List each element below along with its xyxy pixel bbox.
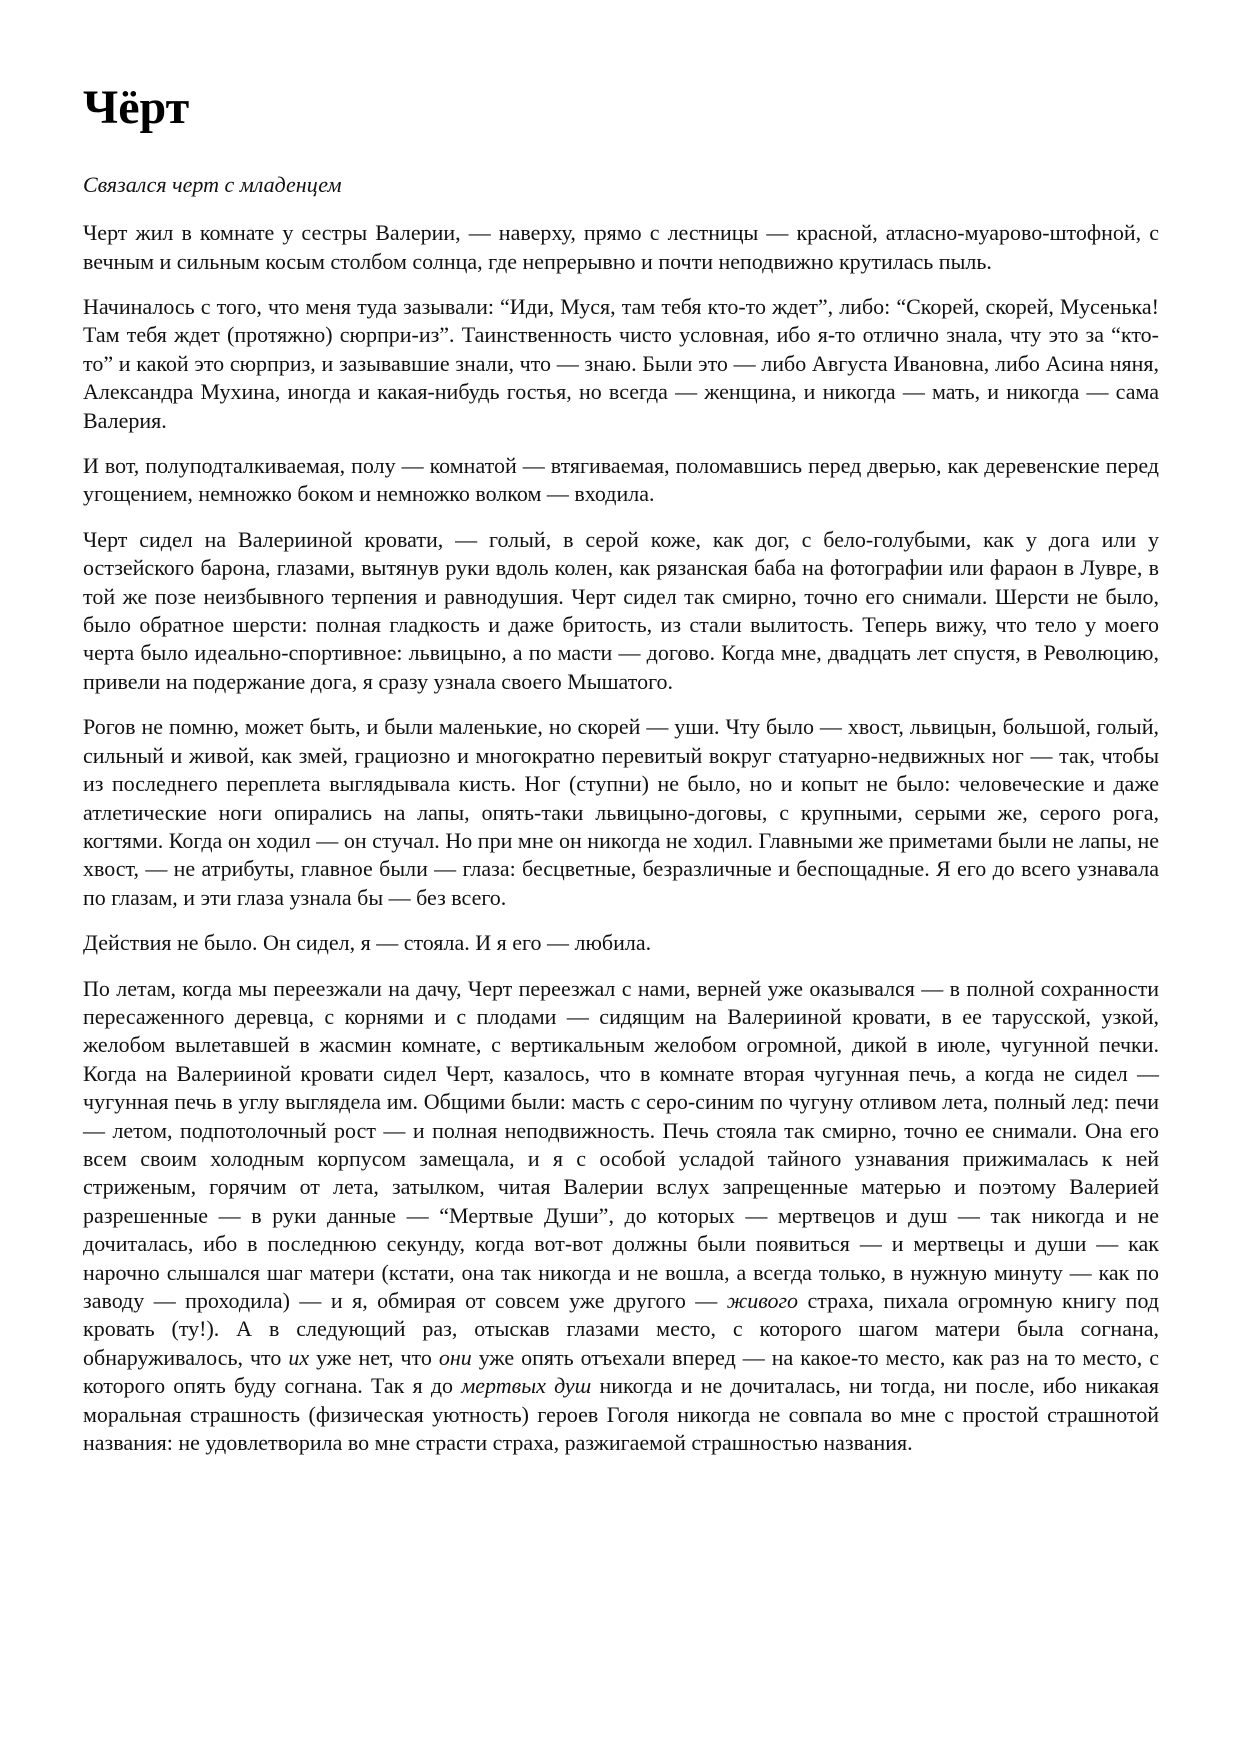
italic-word-oni: они — [438, 1344, 472, 1370]
paragraph-4: Черт сидел на Валерииной кровати, — голый, в серой коже, как дог, с бело-голубыми, как у дога или у остзейского барона, глазами, вытянув руки вдоль колен, как рязанская баба на фотографии или фараон в Лувре, в той же позе неизбывного терпения и равнодушия. Черт сидел так смирно, точно его снимали. Шерсти не было, было обратное шерсти: полная гладкость и даже бритость, из стали вылитость. Теперь вижу, что тело у моего черта было идеально-спортивное: львицыно, а по масти — догово. Когда мне, двадцать лет спустя, в Революцию, привели на подержание дога, я сразу узнала своего Мышатого. — [83, 526, 1159, 694]
paragraph-7 — [83, 975, 1159, 1458]
paragraph-1: Черт жил в комнате у сестры Валерии, — наверху, прямо с лестницы — красной, атласно-муарово-штофной, с вечным и сильным косым столбом солнца, где непрерывно и почти неподвижно крутилась пыль. — [83, 220, 1159, 274]
paragraph-7-text-3: уже нет, что — [309, 1344, 439, 1370]
italic-word-ikh: их — [288, 1344, 310, 1370]
paragraph-7-text-5: никогда и не дочиталась, ни тогда, ни после, ибо никакая моральная страшность (физическая уютность) героев Гоголя никогда не совпала во мне с простой страшнотой названия: не удовлетворила во мне страсти страха, разжигаемой страшностью названия. — [83, 1373, 1160, 1456]
paragraph-6: Действия не было. Он сидел, я — стояла. И я его — любила. — [83, 930, 652, 956]
italic-phrase-mertvykh-dush: мертвых душ — [461, 1373, 592, 1399]
paragraph-7-text-4: уже опять отъехали вперед — на какое-то место, как раз на то место, с которого опять буду согнана. Так я до — [83, 1344, 1159, 1399]
paragraph-2: Начиналось с того, что меня туда зазывали: “Иди, Муся, там тебя кто-то ждет”, либо: “Скорей, скорей, Мусенька! Там тебя ждет (протяжно) сюрпри-из”. Таинственность чисто условная, ибо я-то отлично знала, чту это за “кто-то” и какой это сюрприз, и зазывавшие знали, что — знаю. Были это — либо Августа Ивановна, либо Асина няня, Александра Мухина, иногда и какая-нибудь гостья, но всегда — женщина, и никогда — мать, и никогда — сама Валерия. — [83, 294, 1159, 433]
page-title: Чёрт — [83, 81, 190, 134]
subtitle: Связался черт с младенцем — [83, 172, 342, 198]
italic-word-zhivogo: живого — [726, 1288, 799, 1313]
document-page — [83, 80, 1159, 1474]
paragraph-7-text-1: По летам, когда мы переезжали на дачу, Черт переезжал с нами, верней уже оказывался — в полной сохранности пересаженного деревца, с корнями и с плодами — сидящим на Валерииной кровати, в ее тарусской, узкой, желобом вылетавшей в жасмин комнате, с вертикальным желобом огромной, дикой в июле, чугунной печки. Когда на Валерииной кровати сидел Черт, казалось, что в комнате вторая чугунная печь, а когда не сидел — чугунная печь в углу выглядела им. Общими были: масть с серо-синим по чугуну отливом лета, полный лед: печи — летом, подпотолочный рост — и полная неподвижность. Печь стояла так смирно, точно ее снимали. Она его всем своим холодным корпусом замещала, и я с особой усладой тайного узнавания прижималась к ней стриженым, горячим от лета, затылком, читая Валерии вслух запрещенные матерью и поэтому Валерией разрешенные — в руки данные — “Мертвые Души”, до которых — мертвецов и душ — так никогда и не дочиталась, ибо в последнюю секунду, когда вот-вот должны были появиться — и мертвецы и души — как нарочно слышался шаг матери (кстати, она так никогда и не вошла, а всегда только, в нужную минуту — как по заводу — проходила) — и я, обмирая от совсем уже другого — — [83, 975, 1159, 1313]
paragraph-5: Рогов не помню, может быть, и были маленькие, но скорей — уши. Чту было — хвост, львицын, большой, голый, сильный и живой, как змей, грациозно и многократно перевитый вокруг статуарно-недвижных ног — так, чтобы из последнего переплета выглядывала кисть. Ног (ступни) не было, но и копыт не было: человеческие и даже атлетические ноги опирались на лапы, опять-таки львицыно-договы, с крупными, серыми же, серого рога, когтями. Когда он ходил — он стучал. Но при мне он никогда не ходил. Главными же приметами были не лапы, не хвост, — не атрибуты, главное были — глаза: бесцветные, безразличные и беспощадные. Я его до всего узнавала по глазам, и эти глаза узнала бы — без всего. — [83, 714, 1159, 910]
paragraph-7-text-2: страха, пихала огромную книгу под кровать (ту!). А в следующий раз, отыскав глазами место, с которого шагом матери была согнана, обнаруживалось, что — [83, 1288, 1159, 1370]
paragraph-3: И вот, полуподталкиваемая, полу — комнатой — втягиваемая, поломавшись перед дверью, как деревенские перед угощением, немножко боком и немножко волком — входила. — [83, 453, 1159, 507]
